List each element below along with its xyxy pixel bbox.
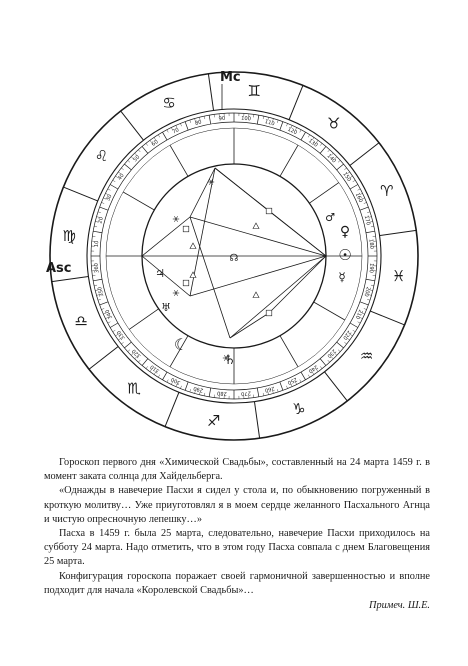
degree-tick (371, 226, 374, 227)
degree-tick (94, 226, 97, 227)
zodiac-divider (254, 402, 259, 439)
square-marker (266, 310, 272, 316)
degree-tick (320, 366, 322, 368)
editor-note: Примеч. Ш.Е. (369, 600, 430, 612)
degree-tick (110, 323, 118, 328)
degree-tick (101, 202, 104, 203)
degree-tick (190, 389, 191, 392)
trine-marker (253, 223, 259, 229)
degree-tick (180, 123, 181, 126)
degree-label: 250 (286, 375, 298, 386)
degree-tick (128, 160, 130, 162)
degree-tick (350, 185, 358, 190)
degree-tick (209, 388, 211, 397)
degree-label: 340 (104, 308, 115, 320)
degree-tick (100, 302, 108, 305)
sextile-marker (173, 216, 179, 222)
house-cusp-line (314, 302, 345, 320)
degree-tick (124, 164, 131, 170)
degree-label: 180 (367, 238, 375, 250)
degree-tick (167, 130, 168, 133)
house-cusp-line (170, 145, 188, 176)
degree-label: 170 (362, 214, 371, 226)
degree-tick (142, 146, 148, 153)
degree-tick (358, 189, 361, 190)
degree-label: 20 (97, 216, 105, 225)
center-node-symbol: ☊ (229, 253, 239, 264)
zodiac-divider (63, 187, 97, 201)
degree-label: 60 (150, 139, 160, 148)
degree-tick (98, 212, 101, 213)
trine-marker (253, 292, 259, 298)
square-marker (266, 208, 272, 214)
aries-sign-glyph: ♈ (380, 182, 394, 201)
degree-tick (142, 359, 148, 366)
degree-label: 50 (132, 154, 142, 164)
uranus-planet-glyph: ♅ (161, 301, 171, 314)
cancer-sign-glyph: ♋ (162, 94, 176, 113)
degree-tick (121, 168, 123, 170)
degree-tick (110, 185, 118, 190)
degree-tick (209, 115, 211, 124)
degree-tick (146, 143, 148, 145)
zodiac-divider (350, 143, 379, 166)
house-cusp-line (123, 192, 154, 210)
degree-tick (138, 150, 140, 152)
house-cusp-line (309, 183, 338, 204)
degree-tick (350, 323, 358, 328)
degree-tick (366, 279, 375, 281)
degree-tick (277, 120, 278, 123)
degree-label: 160 (353, 192, 364, 204)
zodiac-divider (289, 85, 303, 119)
degree-tick (146, 366, 148, 368)
degree-label: 10 (93, 240, 101, 248)
zodiac-divider (380, 230, 417, 235)
degree-tick (167, 380, 168, 383)
venus-planet-glyph: ♀ (339, 224, 351, 240)
degree-tick (337, 342, 344, 348)
degree-label: 150 (341, 171, 352, 183)
degree-tick (100, 207, 108, 210)
degree-label: 30 (105, 193, 114, 203)
degree-tick (163, 132, 168, 140)
degree-label: 140 (325, 153, 337, 165)
degree-tick (300, 130, 301, 133)
degree-tick (101, 308, 104, 309)
degree-tick (128, 350, 130, 352)
degree-tick (328, 150, 330, 152)
degree-tick (113, 330, 116, 332)
trine-marker (190, 272, 196, 278)
degree-tick (338, 350, 340, 352)
degree-tick (366, 231, 375, 233)
degree-tick (98, 299, 101, 300)
degree-label: 200 (362, 286, 371, 298)
house-cusp-line (280, 145, 298, 176)
degree-tick (204, 393, 205, 396)
degree-label: 210 (353, 308, 364, 320)
degree-tick (108, 322, 111, 323)
zodiac-divider (370, 311, 404, 325)
aspect-line (190, 217, 326, 256)
degree-label: 220 (341, 329, 352, 341)
sextile-marker (173, 290, 179, 296)
degree-label: 350 (97, 286, 106, 298)
degree-tick (308, 375, 310, 378)
gemini-sign-glyph: ♊ (247, 82, 261, 101)
degree-tick (337, 164, 344, 170)
degree-label: 360 (93, 262, 101, 274)
caption-text (44, 456, 430, 613)
degree-tick (263, 393, 264, 396)
degree-label: 300 (170, 375, 182, 386)
degree-tick (344, 342, 346, 344)
degree-tick (93, 279, 102, 281)
zodiac-divider (89, 347, 118, 370)
degree-tick (353, 180, 356, 182)
degree-tick (93, 231, 102, 233)
configuration-paragraph: Конфигурация гороскопа поражает своей гармоничной завершенностью и вполне подходит для начала «Королевской Свадьбы»… (44, 570, 430, 596)
aquarius-sign-glyph: ♒ (359, 346, 374, 365)
degree-tick (190, 120, 191, 123)
mars-planet-glyph: ♂ (325, 211, 335, 224)
degree-label: 290 (192, 384, 204, 393)
degree-tick (185, 122, 188, 130)
degree-tick (277, 389, 278, 392)
degree-label: 40 (117, 172, 126, 182)
degree-tick (286, 123, 287, 126)
degree-tick (204, 116, 205, 119)
taurus-sign-glyph: ♉ (327, 114, 341, 133)
degree-tick (344, 168, 346, 170)
degree-tick (367, 212, 370, 213)
degree-label: 120 (286, 126, 298, 137)
sagittarius-sign-glyph: ♐ (207, 411, 221, 430)
capricorn-sign-glyph: ♑ (292, 399, 306, 418)
degree-label: 100 (240, 115, 252, 123)
degree-label: 310 (149, 363, 161, 374)
degree-tick (360, 207, 368, 210)
libra-sign-glyph: ♎ (74, 311, 88, 330)
leo-sign-glyph: ♌ (94, 147, 109, 166)
degree-tick (138, 360, 140, 362)
degree-tick (286, 386, 287, 389)
degree-tick (320, 146, 326, 153)
degree-tick (328, 360, 330, 362)
degree-tick (371, 285, 374, 286)
zodiac-divider (52, 276, 89, 281)
degree-tick (180, 386, 181, 389)
degree-tick (364, 202, 367, 203)
degree-label: 70 (171, 127, 181, 136)
degree-tick (113, 180, 116, 182)
aspect-line (215, 168, 269, 211)
scorpio-sign-glyph: ♏ (127, 379, 141, 398)
degree-tick (158, 375, 160, 378)
degree-tick (280, 382, 283, 390)
square-marker (183, 226, 189, 232)
degree-label: 320 (131, 347, 143, 359)
degree-tick (301, 132, 306, 140)
zodiac-divider (208, 74, 213, 111)
degree-tick (163, 372, 168, 380)
degree-tick (185, 382, 188, 390)
degree-tick (320, 143, 322, 145)
degree-tick (280, 122, 283, 130)
degree-tick (94, 285, 97, 286)
degree-tick (124, 342, 131, 348)
degree-label: 260 (264, 384, 276, 393)
mercury-planet-glyph: ☿ (338, 270, 346, 284)
saturn-planet-glyph: ♄ (224, 353, 236, 368)
aspect-line (230, 313, 269, 338)
degree-tick (353, 330, 356, 332)
quote-paragraph: «Однажды в навечерие Пасхи я сидел у стола и, по обыкновению погруженный в кроткую молитву… Уже приуготовлял я в моем сердце желанного Пасхального Агнца и чистую опресночную лепешку…» (44, 485, 430, 525)
mc-label: Mc (220, 70, 241, 85)
asc-label: Asc (46, 261, 72, 276)
house-cusp-line (129, 309, 158, 330)
aspect-line (190, 168, 215, 217)
trine-marker (190, 243, 196, 249)
degree-label: 230 (325, 347, 337, 359)
degree-label: 90 (218, 115, 226, 123)
degree-tick (358, 322, 361, 323)
degree-tick (257, 388, 259, 397)
degree-label: 80 (194, 119, 203, 127)
sun-planet-glyph: ☉ (338, 246, 352, 264)
pisces-sign-glyph: ♓ (392, 267, 406, 286)
zodiac-divider (325, 372, 348, 401)
house-cusp-line (280, 336, 298, 367)
aspect-line (230, 256, 326, 338)
degree-tick (320, 359, 326, 366)
degree-label: 110 (264, 119, 276, 128)
degree-label: 130 (307, 138, 319, 149)
degree-tick (367, 299, 370, 300)
degree-label: 330 (116, 329, 127, 341)
degree-tick (158, 135, 160, 138)
degree-tick (257, 115, 259, 124)
caption-paragraph: Гороскоп первого дня «Химической Свадьбы», составленный на 24 марта 1459 г. в момент заката солнца для Хайдельберга. (44, 457, 430, 483)
degree-tick (300, 380, 301, 383)
degree-tick (364, 308, 367, 309)
degree-tick (338, 160, 340, 162)
zodiac-divider (121, 111, 144, 140)
degree-label: 190 (367, 262, 375, 274)
jupiter-planet-glyph: ♃ (155, 267, 165, 280)
degree-tick (360, 302, 368, 305)
degree-tick (263, 116, 264, 119)
degree-tick (108, 189, 111, 190)
degree-tick (301, 372, 306, 380)
degree-tick (308, 135, 310, 138)
degree-label: 270 (240, 389, 252, 397)
moon-planet-glyph: ☾ (173, 335, 189, 354)
easter-paragraph: Пасха в 1459 г. была 25 марта, следовательно, навечерие Пасхи приходилось на субботу 24 марта. Надо отметить, что в этом году Пасха совпала с днем Благовещения 25 марта. (44, 528, 430, 568)
degree-label: 240 (307, 363, 319, 374)
aspect-line (142, 217, 190, 256)
degree-tick (121, 342, 123, 344)
square-marker (183, 280, 189, 286)
virgo-sign-glyph: ♍ (62, 226, 76, 245)
zodiac-divider (165, 392, 179, 426)
degree-label: 280 (216, 389, 228, 397)
